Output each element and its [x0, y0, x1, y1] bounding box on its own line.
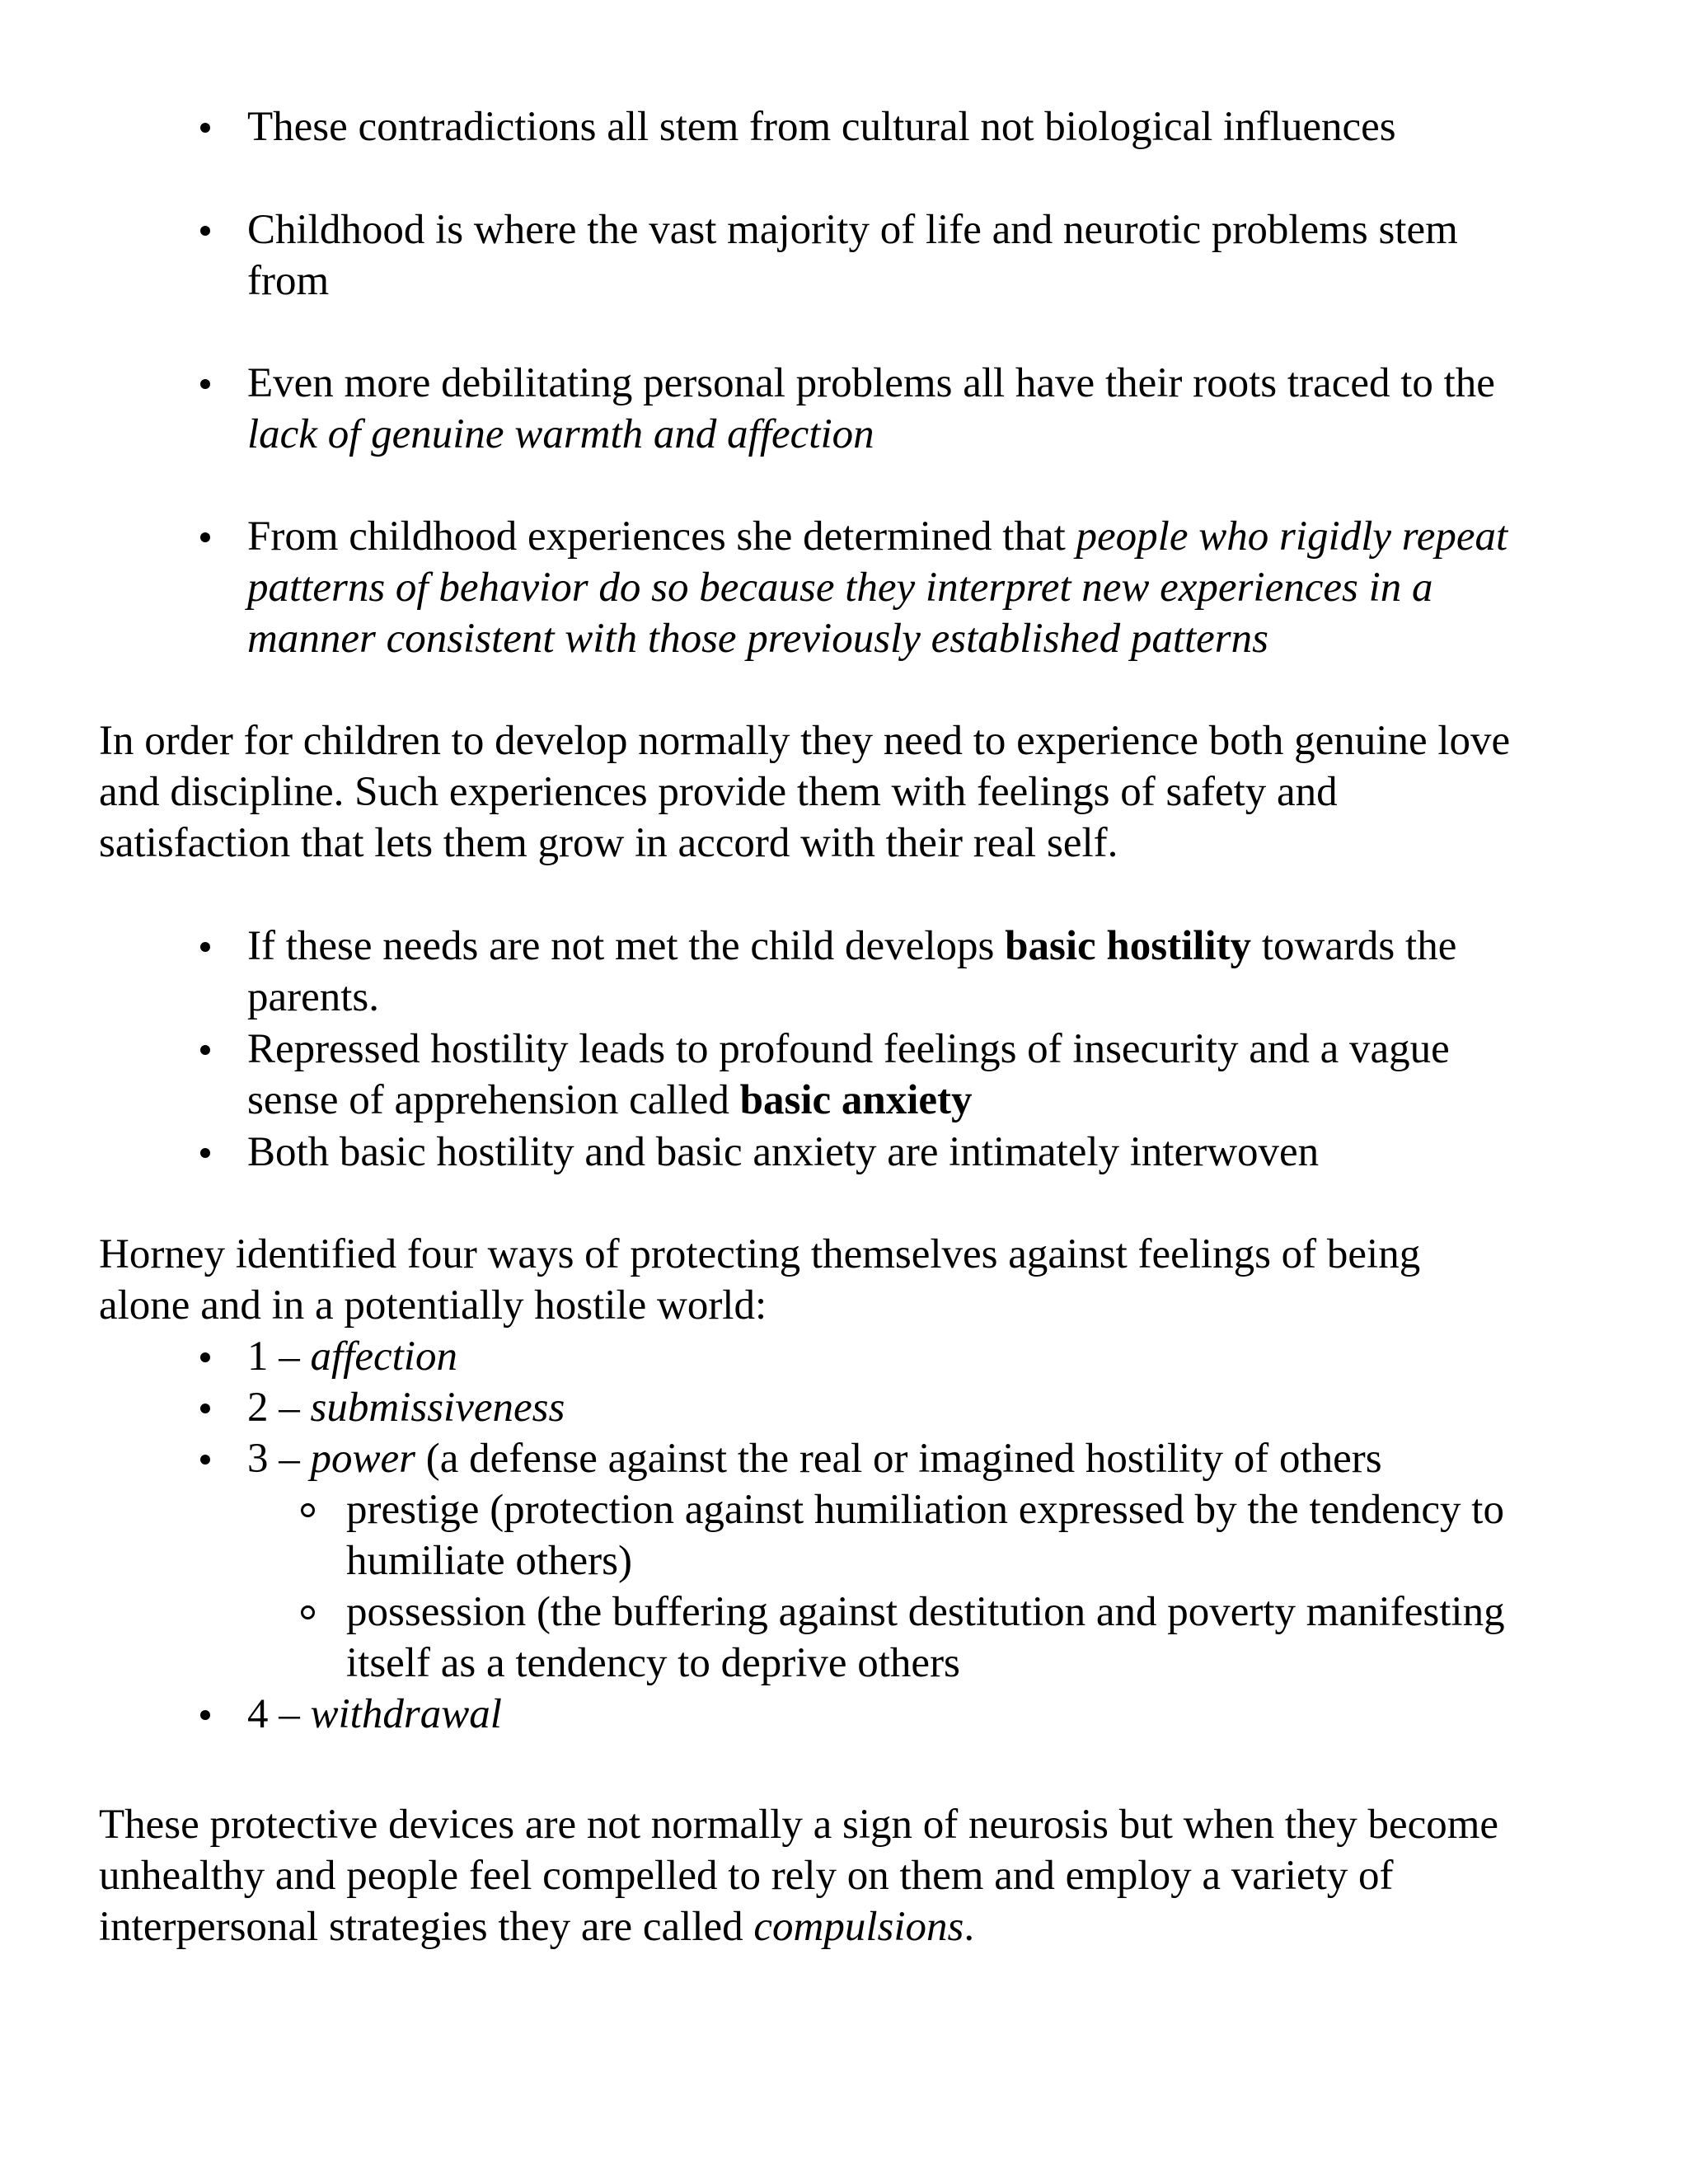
term-compulsions: compulsions [753, 1904, 964, 1950]
way-name: submissiveness [310, 1385, 565, 1431]
circle-bullet-icon [301, 1503, 315, 1517]
bullet-icon [200, 379, 210, 389]
bullet-text [247, 511, 1507, 562]
paragraph-line: Horney identified four ways of protecting themselves against feelings of being [99, 1231, 1421, 1277]
bullet-text [247, 1382, 565, 1433]
bullet-icon [200, 123, 210, 133]
bullet-text [247, 1075, 973, 1126]
bullet-icon [200, 1455, 210, 1465]
bullet-text-plain: sense of apprehension called [247, 1077, 740, 1123]
bullet-icon [200, 532, 210, 542]
sub-bullet-text: possession (the buffering against destitution and poverty manifesting [346, 1589, 1505, 1635]
bullet-text [247, 1433, 1382, 1484]
bullet-text-italic: lack of genuine warmth and affection [247, 411, 874, 457]
bullet-icon [200, 226, 210, 236]
sub-bullet-text: prestige (protection against humiliation expressed by the tendency to [346, 1487, 1504, 1533]
bullet-text: Both basic hostility and basic anxiety are intimately interwoven [247, 1129, 1320, 1175]
bullet-text-italic: people who rigidly repeat [1076, 513, 1508, 560]
way-number: 3 – [247, 1436, 311, 1482]
way-number: 1 – [247, 1333, 311, 1380]
paragraph-line [99, 1901, 974, 1952]
way-name: withdrawal [310, 1691, 502, 1737]
bullet-text: parents. [247, 974, 380, 1020]
bullet-text: Even more debilitating personal problems all have their roots traced to the [247, 360, 1495, 406]
way-description: (a defense against the real or imagined hostility of others [415, 1436, 1382, 1482]
way-name: power [310, 1436, 415, 1482]
sub-bullet-text: itself as a tendency to deprive others [346, 1640, 960, 1686]
paragraph-line: and discipline. Such experiences provide them with feelings of safety and [99, 769, 1338, 815]
bullet-text: Repressed hostility leads to profound feelings of insecurity and a vague [247, 1026, 1450, 1072]
way-number: 2 – [247, 1385, 311, 1431]
way-name: affection [310, 1333, 457, 1380]
bullet-text [247, 1331, 457, 1382]
paragraph-line: unhealthy and people feel compelled to rely on them and employ a variety of [99, 1853, 1394, 1899]
bullet-text [247, 1689, 502, 1740]
bullet-text-plain: From childhood experiences she determined that [247, 513, 1076, 560]
bullet-text-italic: patterns of behavior do so because they interpret new experiences in a [247, 565, 1433, 611]
bullet-text: These contradictions all stem from cultural not biological influences [247, 104, 1396, 150]
bullet-text: from [247, 258, 330, 304]
circle-bullet-icon [301, 1605, 315, 1619]
term-basic-anxiety: basic anxiety [739, 1077, 973, 1123]
paragraph-text-plain: . [964, 1904, 975, 1950]
bullet-text [247, 921, 1456, 972]
paragraph-text-plain: interpersonal strategies they are called [99, 1904, 754, 1950]
bullet-icon [200, 1404, 210, 1413]
bullet-icon [200, 1710, 210, 1720]
bullet-text-plain: If these needs are not met the child develops [247, 923, 1006, 969]
bullet-icon [200, 1352, 210, 1362]
paragraph-line: satisfaction that lets them grow in accord with their real self. [99, 820, 1118, 866]
bullet-text-plain: towards the [1251, 923, 1457, 969]
bullet-icon [200, 942, 210, 952]
sub-bullet-text: humiliate others) [346, 1538, 632, 1584]
bullet-text: Childhood is where the vast majority of life and neurotic problems stem [247, 207, 1458, 253]
paragraph-line: These protective devices are not normally a sign of neurosis but when they become [99, 1802, 1499, 1848]
term-basic-hostility: basic hostility [1005, 923, 1252, 969]
bullet-icon [200, 1045, 210, 1055]
bullet-icon [200, 1148, 210, 1158]
paragraph-line: In order for children to develop normally they need to experience both genuine love [99, 718, 1511, 764]
bullet-text-italic: manner consistent with those previously established patterns [247, 616, 1268, 662]
way-number: 4 – [247, 1691, 311, 1737]
paragraph-line: alone and in a potentially hostile world: [99, 1282, 767, 1329]
